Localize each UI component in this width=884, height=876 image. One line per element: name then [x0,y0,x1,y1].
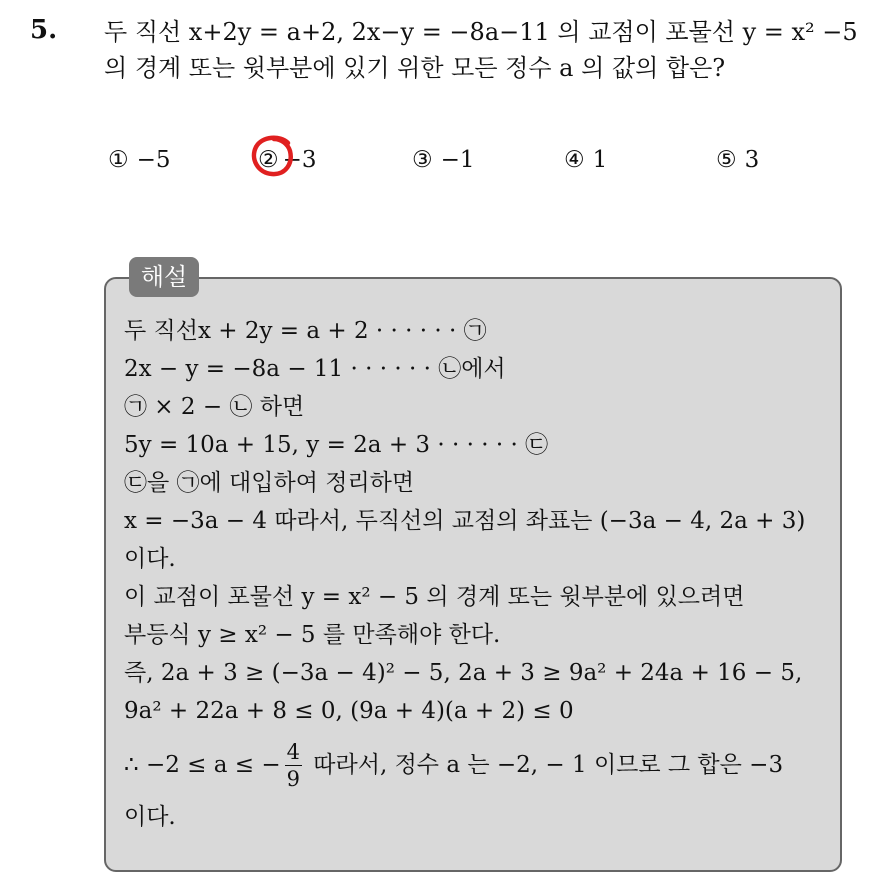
choice-5[interactable] [716,140,759,180]
choice-3-number: ③ [412,147,433,173]
solution-line-5: ㉢을 ㉠에 대입하여 정리하면 [124,470,415,496]
solution-line-1: 두 직선x + 2y = a + 2 · · · · · · ㉠ [124,318,487,344]
question-number: 5. [30,15,58,45]
solution-line-4: 5y = 10a + 15, y = 2a + 3 · · · · · · ㉢ [124,432,549,458]
choice-2-value: −3 [282,147,317,173]
question-text [104,14,874,86]
answer-choices [0,140,884,180]
solution-body [124,312,834,836]
solution-line-11: 9a² + 22a + 8 ≤ 0, (9a + 4)(a + 2) ≤ 0 [124,698,574,724]
conclusion-after-fraction: 따라서, 정수 a 는 −2, − 1 이므로 그 합은 −3 [306,752,784,778]
solution-line-2: 2x − y = −8a − 11 · · · · · · ㉡에서 [124,356,506,382]
fraction-numerator: 4 [286,739,300,764]
solution-line-6: x = −3a − 4 따라서, 두직선의 교점의 좌표는 (−3a − 4, 2a + 3) [124,508,806,534]
choice-5-value: 3 [744,147,760,173]
fraction [285,739,302,792]
choice-4-number: ④ [564,147,585,173]
choice-4-value: 1 [592,147,608,173]
choice-2[interactable] [258,140,317,180]
solution-conclusion-line [124,730,834,798]
question-line-1: 두 직선 x+2y = a+2, 2x−y = −8a−11 의 교점이 포물선 y = x² −5 [104,18,858,46]
choice-2-number: ② [258,147,279,173]
solution-last-line: 이다. [124,804,176,830]
choice-1-value: −5 [136,147,171,173]
choice-1-number: ① [108,147,129,173]
solution-line-7: 이다. [124,546,176,572]
solution-line-8: 이 교점이 포물선 y = x² − 5 의 경계 또는 윗부분에 있으려면 [124,584,745,610]
solution-line-9: 부등식 y ≥ x² − 5 를 만족해야 한다. [124,622,501,648]
choice-3[interactable] [412,140,475,180]
choice-3-value: −1 [440,147,475,173]
solution-line-3: ㉠ × 2 − ㉡ 하면 [124,394,305,420]
choice-1[interactable] [108,140,171,180]
question-line-2: 의 경계 또는 윗부분에 있기 위한 모든 정수 a 의 값의 합은? [104,54,726,82]
choice-4[interactable] [564,140,607,180]
fraction-denominator: 9 [286,766,300,791]
conclusion-before-fraction: ∴ −2 ≤ a ≤ − [124,752,281,778]
solution-line-10: 즉, 2a + 3 ≥ (−3a − 4)² − 5, 2a + 3 ≥ 9a² + 24a + 16 − 5, [124,660,803,686]
choice-5-number: ⑤ [716,147,737,173]
solution-tag: 해설 [129,257,199,297]
